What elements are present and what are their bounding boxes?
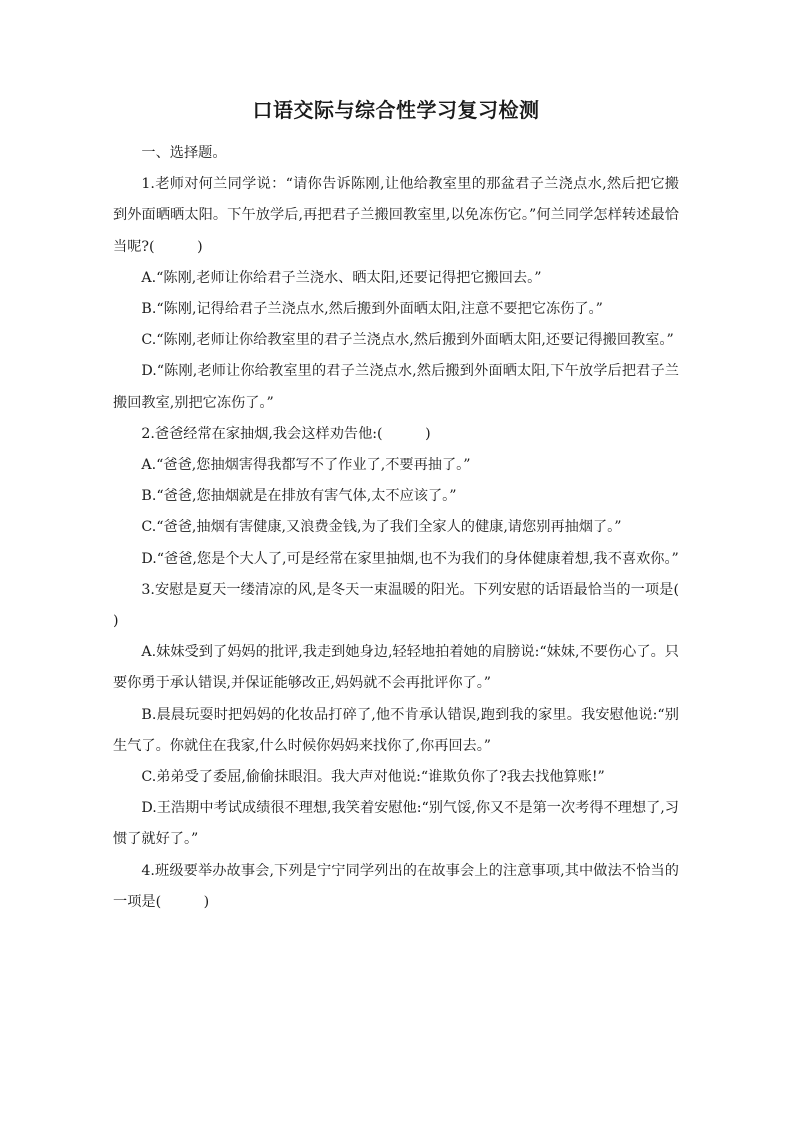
question-stem: 2.爸爸经常在家抽烟,我会这样劝告他:( ) (141, 425, 431, 442)
option-d: D.王浩期中考试成绩很不理想,我笑着安慰他:“别气馁,你又不是第一次考得不理想了,习惯了就好了。” (113, 800, 679, 848)
question-stem: 1.老师对何兰同学说：“请你告诉陈刚,让他给教室里的那盆君子兰浇点水,然后把它搬到外面晒晒太阳。下午放学后,再把君子兰搬回教室里,以免冻伤它。”何兰同学怎样转述最恰当呢?( ) (113, 176, 679, 255)
option-d: D.“爸爸,您是个大人了,可是经常在家里抽烟,也不为我们的身体健康着想,我不喜欢你。” (141, 550, 679, 567)
document-page (113, 96, 722, 918)
option-b: B.晨晨玩耍时把妈妈的化妆品打碎了,他不肯承认错误,跑到我的家里。我安慰他说:“别生气了。你就住在我家,什么时候你妈妈来找你了,你再回去。” (113, 706, 679, 754)
option-a: A.“爸爸,您抽烟害得我都写不了作业了,不要再抽了。” (141, 457, 471, 474)
option-a: A.妹妹受到了妈妈的批评,我走到她身边,轻轻地拍着她的肩膀说:“妹妹,不要伤心了。只要你勇于承认错误,并保证能够改正,妈妈就不会再批评你了。” (113, 644, 679, 692)
option-a: A.“陈刚,老师让你给君子兰浇水、晒太阳,还要记得把它搬回去。” (141, 269, 542, 286)
question-stem: 4.班级要举办故事会,下列是宁宁同学列出的在故事会上的注意事项,其中做法不恰当的一项是( ) (113, 862, 679, 910)
option-c: C.“陈刚,老师让你给教室里的君子兰浇点水,然后搬到外面晒太阳,还要记得搬回教室。” (141, 332, 674, 349)
option-b: B.“爸爸,您抽烟就是在排放有害气体,太不应该了。” (141, 488, 457, 505)
question-2 (113, 419, 679, 575)
option-c: C.弟弟受了委屈,偷偷抹眼泪。我大声对他说:“谁欺负你了?我去找他算账!” (141, 769, 605, 786)
section-heading: 一、选择题。 (141, 145, 227, 161)
question-1 (113, 169, 679, 419)
question-4 (113, 856, 679, 918)
document-title: 口语交际与综合性学习复习检测 (252, 98, 540, 122)
question-3 (113, 575, 722, 856)
option-d: D.“陈刚,老师让你给教室里的君子兰浇点水,然后搬到外面晒太阳,下午放学后把君子兰搬回教室,别把它冻伤了。” (113, 363, 679, 411)
option-c: C.“爸爸,抽烟有害健康,又浪费金钱,为了我们全家人的健康,请您别再抽烟了。” (141, 519, 622, 536)
question-stem: 3.安慰是夏天一缕清凉的风,是冬天一束温暖的阳光。下列安慰的话语最恰当的一项是( ) (113, 581, 722, 630)
option-b: B.“陈刚,记得给君子兰浇点水,然后搬到外面晒太阳,注意不要把它冻伤了。” (141, 301, 603, 318)
